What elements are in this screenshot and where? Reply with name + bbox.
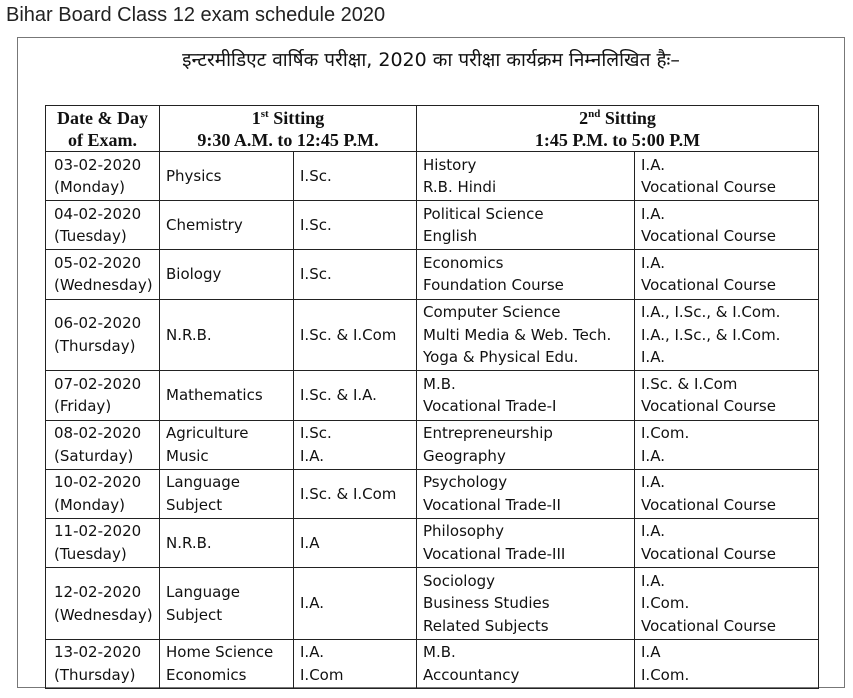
first-sitting-subject-cell: [160, 420, 294, 469]
subject-name: Music: [166, 446, 209, 465]
stream-name: I.A: [300, 533, 320, 552]
stream-name: I.Sc.: [300, 424, 332, 443]
subject-name: Vocational Trade-II: [423, 495, 561, 514]
stream-name: I.A: [641, 643, 661, 662]
stream-name: I.Sc. & I.Com: [300, 484, 397, 503]
exam-date: 04-02-2020: [54, 204, 142, 223]
first-sitting-subject-cell: [160, 469, 294, 518]
exam-date: 06-02-2020: [54, 314, 142, 333]
second-sitting-subject-cell: [417, 371, 635, 420]
second-sitting-subject-cell: [417, 250, 635, 299]
table-header-row: [46, 106, 819, 152]
stream-name: I.A., I.Sc., & I.Com.: [641, 325, 781, 344]
table-row: [46, 201, 819, 250]
stream-name: I.A.: [641, 155, 665, 174]
stream-name: I.Com.: [641, 666, 690, 684]
table-row: [46, 568, 819, 640]
exam-date: 03-02-2020: [54, 155, 142, 174]
page-title: Bihar Board Class 12 exam schedule 2020: [6, 4, 386, 26]
stream-name: Vocational Course: [641, 178, 776, 197]
stream-name: I.A.: [641, 446, 665, 465]
stream-name: I.A.: [641, 253, 665, 272]
table-row: [46, 518, 819, 567]
subject-name: Economics: [423, 253, 504, 272]
subject-name: Subject: [166, 605, 223, 624]
date-cell: [46, 250, 160, 299]
first-sitting-subject-cell: [160, 518, 294, 567]
exam-date: 08-02-2020: [54, 424, 142, 443]
second-sitting-subject-cell: [417, 299, 635, 371]
exam-date: 13-02-2020: [54, 643, 142, 662]
first-sitting-stream-cell: [294, 201, 417, 250]
schedule-document: [17, 37, 845, 688]
exam-date: 12-02-2020: [54, 582, 142, 601]
stream-name: I.A.: [641, 522, 665, 541]
second-sitting-stream-cell: [635, 371, 819, 420]
exam-day: (Saturday): [54, 446, 134, 465]
date-cell: [46, 469, 160, 518]
stream-name: Vocational Course: [641, 545, 776, 564]
stream-name: I.Com.: [641, 424, 690, 443]
stream-name: Vocational Course: [641, 276, 776, 295]
table-row: [46, 152, 819, 201]
table-row: [46, 469, 819, 518]
subject-name: Economics: [166, 666, 247, 684]
exam-day: (Thursday): [54, 336, 136, 355]
first-sitting-stream-cell: [294, 469, 417, 518]
stream-name: I.Sc.: [300, 215, 332, 234]
date-cell: [46, 152, 160, 201]
exam-schedule-table: [45, 105, 819, 689]
date-cell: [46, 639, 160, 688]
subject-name: Home Science: [166, 643, 274, 662]
stream-name: I.A.: [641, 348, 665, 367]
subject-name: Multi Media & Web. Tech.: [423, 325, 612, 344]
first-sitting-stream-cell: [294, 420, 417, 469]
subject-name: English: [423, 227, 478, 246]
exam-day: (Wednesday): [54, 605, 153, 624]
exam-day: (Monday): [54, 495, 125, 514]
subject-name: Vocational Trade-I: [423, 397, 557, 416]
subject-name: Yoga & Physical Edu.: [423, 348, 579, 367]
subject-name: Language: [166, 473, 241, 492]
table-row: [46, 420, 819, 469]
exam-day: (Monday): [54, 178, 125, 197]
second-sitting-stream-cell: [635, 420, 819, 469]
subject-name: Agriculture: [166, 424, 249, 443]
stream-name: Vocational Course: [641, 495, 776, 514]
first-sitting-stream-cell: [294, 299, 417, 371]
subject-name: R.B. Hindi: [423, 178, 497, 197]
stream-name: I.A.: [300, 643, 324, 662]
subject-name: Physics: [166, 166, 222, 185]
second-sitting-subject-cell: [417, 152, 635, 201]
table-row: [46, 639, 819, 688]
second-sitting-stream-cell: [635, 518, 819, 567]
second-sitting-stream-cell: [635, 299, 819, 371]
stream-name: I.A.: [641, 473, 665, 492]
first-sitting-stream-cell: [294, 518, 417, 567]
first-sitting-subject-cell: [160, 371, 294, 420]
subject-name: Foundation Course: [423, 276, 564, 295]
subject-name: Subject: [166, 495, 223, 514]
second-sitting-stream-cell: [635, 469, 819, 518]
first-sitting-stream-cell: [294, 568, 417, 640]
second-sitting-subject-cell: [417, 518, 635, 567]
header-first-sitting: 1st Sitting 9:30 A.M. to 12:45 P.M.: [160, 106, 417, 152]
second-sitting-subject-cell: [417, 201, 635, 250]
subject-name: Political Science: [423, 204, 544, 223]
stream-name: Vocational Course: [641, 397, 776, 416]
exam-date: 07-02-2020: [54, 374, 142, 393]
first-sitting-subject-cell: [160, 250, 294, 299]
second-sitting-subject-cell: [417, 469, 635, 518]
subject-name: Vocational Trade-III: [423, 545, 566, 564]
second-sitting-subject-cell: [417, 568, 635, 640]
subject-name: History: [423, 155, 477, 174]
second-sitting-stream-cell: [635, 639, 819, 688]
subject-name: Philosophy: [423, 522, 504, 541]
exam-date: 11-02-2020: [54, 522, 142, 541]
schedule-body: [46, 152, 819, 689]
date-cell: [46, 299, 160, 371]
stream-name: I.Sc. & I.Com: [300, 325, 397, 344]
subject-name: Chemistry: [166, 215, 243, 234]
document-title: इन्टरमीडिएट वार्षिक परीक्षा, 2020 का परीक्षा कार्यक्रम निम्नलिखित हैः–: [182, 49, 680, 71]
stream-name: Vocational Course: [641, 227, 776, 246]
second-sitting-stream-cell: [635, 152, 819, 201]
first-sitting-stream-cell: [294, 152, 417, 201]
subject-name: M.B.: [423, 643, 456, 662]
subject-name: N.R.B.: [166, 533, 212, 552]
header-second-sitting: 2nd Sitting 1:45 P.M. to 5:00 P.M: [417, 106, 819, 152]
subject-name: Mathematics: [166, 386, 263, 405]
date-cell: [46, 568, 160, 640]
stream-name: I.A.: [641, 204, 665, 223]
header-date-day: Date & Day of Exam.: [46, 106, 160, 152]
first-sitting-subject-cell: [160, 152, 294, 201]
first-sitting-subject-cell: [160, 568, 294, 640]
subject-name: N.R.B.: [166, 325, 212, 344]
stream-name: I.Sc. & I.A.: [300, 386, 377, 405]
second-sitting-subject-cell: [417, 420, 635, 469]
stream-name: I.Com: [300, 666, 344, 684]
subject-name: Sociology: [423, 571, 496, 590]
subject-name: Language: [166, 582, 241, 601]
exam-day: (Wednesday): [54, 276, 153, 295]
exam-day: (Tuesday): [54, 545, 127, 564]
stream-name: Vocational Course: [641, 616, 776, 635]
first-sitting-stream-cell: [294, 371, 417, 420]
stream-name: I.A.: [300, 594, 324, 613]
date-cell: [46, 518, 160, 567]
second-sitting-stream-cell: [635, 201, 819, 250]
exam-day: (Thursday): [54, 666, 136, 684]
subject-name: Geography: [423, 446, 506, 465]
stream-name: I.A., I.Sc., & I.Com.: [641, 303, 781, 322]
first-sitting-subject-cell: [160, 201, 294, 250]
table-row: [46, 299, 819, 371]
table-row: [46, 371, 819, 420]
first-sitting-subject-cell: [160, 299, 294, 371]
exam-date: 10-02-2020: [54, 473, 142, 492]
subject-name: Psychology: [423, 473, 508, 492]
second-sitting-subject-cell: [417, 639, 635, 688]
stream-name: I.A.: [641, 571, 665, 590]
subject-name: Accountancy: [423, 666, 520, 684]
date-cell: [46, 201, 160, 250]
first-sitting-subject-cell: [160, 639, 294, 688]
second-sitting-stream-cell: [635, 568, 819, 640]
stream-name: I.Sc.: [300, 265, 332, 284]
subject-name: Computer Science: [423, 303, 561, 322]
second-sitting-stream-cell: [635, 250, 819, 299]
stream-name: I.Sc. & I.Com: [641, 374, 738, 393]
stream-name: I.A.: [300, 446, 324, 465]
first-sitting-stream-cell: [294, 639, 417, 688]
stream-name: I.Sc.: [300, 166, 332, 185]
exam-day: (Tuesday): [54, 227, 127, 246]
first-sitting-stream-cell: [294, 250, 417, 299]
date-cell: [46, 420, 160, 469]
subject-name: Biology: [166, 265, 222, 284]
exam-day: (Friday): [54, 397, 112, 416]
subject-name: Related Subjects: [423, 616, 549, 635]
subject-name: Business Studies: [423, 594, 550, 613]
date-cell: [46, 371, 160, 420]
stream-name: I.Com.: [641, 594, 690, 613]
exam-date: 05-02-2020: [54, 253, 142, 272]
subject-name: M.B.: [423, 374, 456, 393]
subject-name: Entrepreneurship: [423, 424, 553, 443]
table-row: [46, 250, 819, 299]
